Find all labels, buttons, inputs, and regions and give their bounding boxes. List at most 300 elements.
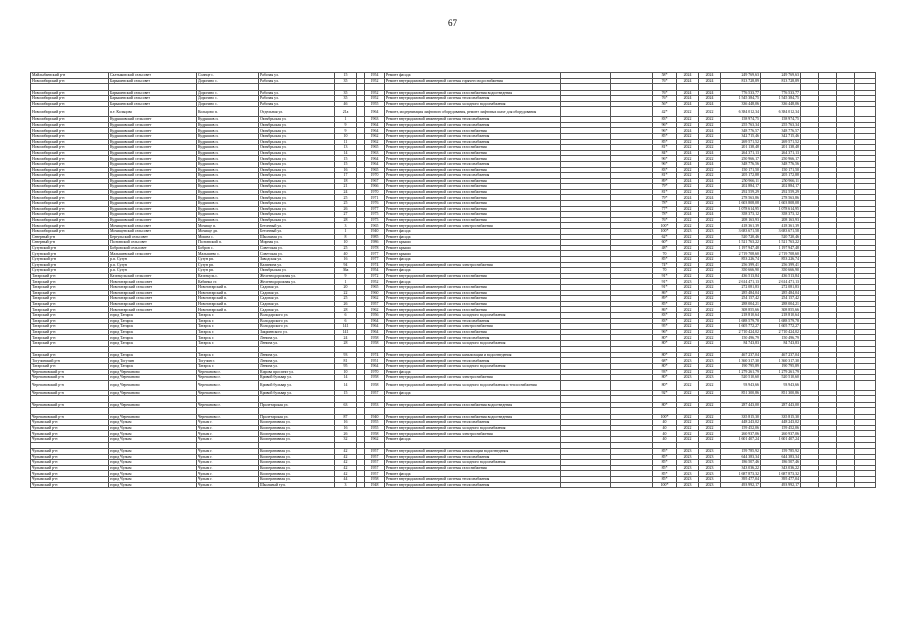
table-cell: 1965 bbox=[365, 145, 385, 151]
table-cell: Чулым г. bbox=[197, 431, 259, 437]
table-cell: 776 533,77 bbox=[761, 90, 801, 96]
table-cell: Ремонт внутридомовой инженерной системы газоснабжения bbox=[385, 284, 561, 290]
table-cell: 1 521 763,22 bbox=[761, 240, 801, 246]
table-cell: 89* bbox=[653, 178, 677, 184]
table-body bbox=[31, 73, 876, 488]
table-cell: 9 bbox=[335, 128, 357, 134]
table-cell: 1965 bbox=[365, 223, 385, 229]
table-cell: 1964 bbox=[365, 128, 385, 134]
table-row bbox=[31, 380, 876, 390]
table-cell: город Черепаново bbox=[109, 414, 197, 420]
table-cell: 13 bbox=[335, 145, 357, 151]
table-cell: Бобров с. bbox=[197, 245, 259, 251]
table-cell: Ремонт внутридомовой инженерной системы газоснабжения bbox=[385, 212, 561, 218]
table-cell: Ремонт внутридомовой инженерной системы газоснабжения bbox=[385, 217, 561, 223]
table-cell: 1962 bbox=[365, 133, 385, 139]
table-cell: Ремонт внутридомовой инженерной системы холодного водоснабжения bbox=[385, 425, 561, 431]
table-cell: 2023 bbox=[699, 482, 721, 488]
table-cell: Сузун рп. bbox=[197, 257, 259, 263]
table-cell: Ремонт фасада bbox=[385, 471, 561, 477]
table-cell: 358 373,12 bbox=[761, 212, 801, 218]
table-cell: Ремонт фасада bbox=[385, 257, 561, 263]
table-cell: 467 237,04 bbox=[721, 352, 761, 358]
table-cell: 40 bbox=[653, 425, 677, 431]
table-cell: 70 bbox=[653, 268, 677, 274]
table-cell: Ремонт внутридомовой инженерной системы канализации и водоотведения bbox=[385, 352, 561, 358]
table-cell: 42 bbox=[335, 448, 357, 454]
table-cell: 2023 bbox=[699, 465, 721, 471]
table-cell: Казаткульский сельсовет bbox=[109, 273, 197, 279]
table-cell: 16 bbox=[335, 425, 357, 431]
table-cell: Володарского ул. bbox=[259, 312, 335, 318]
table-cell: Ремонт внутридомовой инженерной системы электроснабжения bbox=[385, 375, 561, 381]
table-cell: 1940 bbox=[365, 414, 385, 420]
table-cell: 1 605 772,27 bbox=[761, 324, 801, 330]
table-cell: 1958 bbox=[365, 476, 385, 482]
table-cell: 1958 bbox=[365, 380, 385, 390]
table-cell: Татарский р-н bbox=[31, 296, 109, 302]
table-cell: 79* bbox=[653, 184, 677, 190]
table-cell: 42 bbox=[335, 454, 357, 460]
table-cell: 2024 bbox=[699, 150, 721, 156]
table-cell: 853 226,74 bbox=[721, 257, 761, 263]
table-cell: 2023 bbox=[699, 454, 721, 460]
table-cell: 2023 bbox=[677, 460, 699, 466]
table-cell: Чулымский р-н bbox=[31, 425, 109, 431]
table-cell: Солнце с. bbox=[197, 73, 259, 79]
table-cell: Кудряшов п. bbox=[197, 217, 259, 223]
table-cell: 2023 bbox=[677, 476, 699, 482]
table-cell: 2022 bbox=[699, 245, 721, 251]
table-cell: Кудряшовский сельсовет bbox=[109, 195, 197, 201]
table-cell: Октябрьская ул. bbox=[259, 268, 335, 274]
table-cell: 16 bbox=[335, 167, 357, 173]
table-cell: 2023 bbox=[699, 358, 721, 364]
table-cell: Татарский р-н bbox=[31, 364, 109, 370]
table-cell: 342 715,46 bbox=[761, 133, 801, 139]
table-cell: Кудряшовский сельсовет bbox=[109, 117, 197, 123]
table-cell: 79* bbox=[653, 195, 677, 201]
table-cell: 10 bbox=[335, 240, 357, 246]
table-cell: 493 992,17 bbox=[721, 482, 761, 488]
table-cell: Новосибирский р-н bbox=[31, 167, 109, 173]
table-cell: Ремонт внутридомовой инженерной системы газоснабжения bbox=[385, 150, 561, 156]
table-cell: Ремонт фасада bbox=[385, 369, 561, 375]
table-cell: 1957 bbox=[365, 301, 385, 307]
table-cell: Ремонт внутридомовой инженерной системы газоснабжения bbox=[385, 128, 561, 134]
table-cell: город Татарск bbox=[109, 329, 197, 335]
table-cell: 85* bbox=[653, 476, 677, 482]
table-cell: 78* bbox=[653, 212, 677, 218]
table-cell: 1 603 808,08 bbox=[721, 201, 761, 207]
table-cell: 2022 bbox=[677, 257, 699, 263]
table-cell: Новосибирский р-н bbox=[31, 161, 109, 167]
table-cell: 269 571,52 bbox=[721, 139, 761, 145]
table-cell: 2022 bbox=[699, 425, 721, 431]
table-cell: 2024 bbox=[677, 212, 699, 218]
table-cell: Татарский р-н bbox=[31, 273, 109, 279]
table-cell: Малышево с. bbox=[197, 251, 259, 257]
table-cell: Новосибирский р-н bbox=[31, 145, 109, 151]
table-cell: 40 bbox=[653, 437, 677, 443]
table-cell: Ремонт фасада bbox=[385, 229, 561, 235]
table-cell: Чулым г. bbox=[197, 482, 259, 488]
table-cell: 1964 bbox=[365, 161, 385, 167]
table-cell: 287 443,00 bbox=[761, 402, 801, 408]
table-cell: 1964 bbox=[365, 324, 385, 330]
table-cell: город Татарск bbox=[109, 352, 197, 358]
table-cell: 348 776,56 bbox=[721, 161, 761, 167]
table-cell: 342 715,46 bbox=[721, 133, 761, 139]
table-cell: 80* bbox=[653, 375, 677, 381]
table-cell: Кудряшовский сельсовет bbox=[109, 189, 197, 195]
table-cell bbox=[561, 482, 611, 488]
table-cell: Чулымский р-н bbox=[31, 482, 109, 488]
table-cell: 40 bbox=[653, 420, 677, 426]
table-cell: 2022 bbox=[677, 301, 699, 307]
table-cell: 2022 bbox=[699, 284, 721, 290]
table-cell: 2022 bbox=[677, 324, 699, 330]
table-cell: Татарск г. bbox=[197, 312, 259, 318]
table-cell: Пролетарская ул. bbox=[259, 402, 335, 408]
table-cell: 2022 bbox=[677, 329, 699, 335]
table-cell: Чулым г. bbox=[197, 476, 259, 482]
table-cell: 17 bbox=[335, 173, 357, 179]
table-cell: 159 785,92 bbox=[721, 448, 761, 454]
table-cell: город Черепаново bbox=[109, 390, 197, 396]
table-cell: 81 bbox=[335, 358, 357, 364]
table-cell bbox=[611, 380, 653, 390]
table-cell: 272 081,83 bbox=[721, 284, 761, 290]
table-cell: Ремонт внутридомовой инженерной системы теплоснабжения bbox=[385, 117, 561, 123]
table-cell: Октябрьская ул. bbox=[259, 167, 335, 173]
table-cell: Новосибирский р-н bbox=[31, 173, 109, 179]
table-cell: Школьная ул. bbox=[259, 234, 335, 240]
table-cell: Ленина ул. bbox=[259, 335, 335, 341]
table-cell: Черепановский р-н bbox=[31, 369, 109, 375]
table-cell: 272 081,83 bbox=[761, 284, 801, 290]
table-cell: 2022 bbox=[699, 431, 721, 437]
empty-cell bbox=[837, 107, 855, 117]
table-cell: 100* bbox=[653, 223, 677, 229]
table-cell: 2024 bbox=[699, 195, 721, 201]
table-cell: 1957 bbox=[365, 465, 385, 471]
table-cell: 1954 bbox=[365, 73, 385, 79]
table-cell: Октябрьская ул. bbox=[259, 122, 335, 128]
empty-cell bbox=[837, 482, 855, 488]
table-cell: 288 004,21 bbox=[761, 301, 801, 307]
table-cell: 1 bbox=[335, 117, 357, 123]
table-cell: 1957 bbox=[365, 460, 385, 466]
table-cell: Ремонт внутридомовой инженерной системы горячего водоснабжения bbox=[385, 78, 561, 84]
table-cell: 2024 bbox=[677, 73, 699, 79]
table-cell: 26 bbox=[335, 206, 357, 212]
table-cell: 190 795,89 bbox=[721, 364, 761, 370]
table-cell: 2 719 708,60 bbox=[721, 251, 761, 257]
table-cell: 2022 bbox=[677, 340, 699, 346]
table-cell: 2024 bbox=[699, 178, 721, 184]
table-cell: 2022 bbox=[677, 335, 699, 341]
table-cell: 1 360 317,30 bbox=[761, 358, 801, 364]
table-cell: Ремонт внутридомовой инженерной системы электроснабжения bbox=[385, 262, 561, 268]
table-cell: 2024 bbox=[699, 212, 721, 218]
table-cell: 2022 bbox=[699, 217, 721, 223]
table-cell: 93 943,66 bbox=[761, 380, 801, 390]
table-cell: 250 966,11 bbox=[761, 178, 801, 184]
table-cell: город Черепаново bbox=[109, 375, 197, 381]
table-cell: Чулым г. bbox=[197, 448, 259, 454]
table-cell: Ремонт внутридомовой инженерной системы газоснабжения bbox=[385, 201, 561, 207]
table-cell: Татарский р-н bbox=[31, 290, 109, 296]
table-cell: 28 bbox=[335, 340, 357, 346]
table-cell: 2023 bbox=[677, 465, 699, 471]
table-cell: 2022 bbox=[699, 173, 721, 179]
table-cell: Новосибирский р-н bbox=[31, 107, 109, 117]
table-cell: 2024 bbox=[677, 90, 699, 96]
table-cell: Татарск г. bbox=[197, 335, 259, 341]
table-cell: Чулымский р-н bbox=[31, 437, 109, 443]
table-cell: 520 720,46 bbox=[721, 234, 761, 240]
table-cell: 35 bbox=[335, 90, 357, 96]
table-cell: 2024 bbox=[677, 195, 699, 201]
page-number: 67 bbox=[448, 18, 457, 28]
table-cell: Дорогино с. bbox=[197, 90, 259, 96]
table-cell: Чулым г. bbox=[197, 420, 259, 426]
table-cell: 520 720,46 bbox=[761, 234, 801, 240]
table-cell: 9 bbox=[335, 122, 357, 128]
table-cell: город Чулым bbox=[109, 476, 197, 482]
table-cell: 1 687 873,32 bbox=[761, 471, 801, 477]
table-cell: 3 683 671,58 bbox=[761, 229, 801, 235]
table-cell: 81* bbox=[653, 173, 677, 179]
table-cell: Рабочая ул. bbox=[259, 90, 335, 96]
table-cell: 186 507,46 bbox=[721, 460, 761, 466]
table-cell: 1956 bbox=[365, 312, 385, 318]
table-cell: Новотатарский п. bbox=[197, 290, 259, 296]
table-cell: Новосибирский р-н bbox=[31, 217, 109, 223]
table-cell: 21а bbox=[335, 107, 357, 117]
table-cell: Кудряшов п. bbox=[197, 178, 259, 184]
table-cell: 93 bbox=[335, 352, 357, 358]
table-cell: Новосибирский р-н bbox=[31, 206, 109, 212]
table-cell: 278 563,86 bbox=[761, 195, 801, 201]
table-cell: город Чулым bbox=[109, 482, 197, 488]
table-cell: 2022 bbox=[699, 268, 721, 274]
table-cell: 1970 bbox=[365, 173, 385, 179]
table-cell: 2024 bbox=[699, 128, 721, 134]
table-cell: Октябрьская ул. bbox=[259, 212, 335, 218]
table-cell: 1 bbox=[335, 229, 357, 235]
table-cell: Черепаново г. bbox=[197, 380, 259, 390]
table-cell bbox=[561, 107, 611, 117]
table-cell: Казаткуль с. bbox=[197, 273, 259, 279]
table-cell: 2022 bbox=[699, 324, 721, 330]
table-cell: Октябрьская ул. bbox=[259, 150, 335, 156]
table-cell: 308 855,66 bbox=[761, 307, 801, 313]
table-cell: 254 157,42 bbox=[721, 296, 761, 302]
table-cell: 2022 bbox=[699, 145, 721, 151]
table-cell: 2022 bbox=[699, 312, 721, 318]
table-cell: Ремонт внутридомовой инженерной системы газоснабжения bbox=[385, 329, 561, 335]
table-cell: 14 bbox=[335, 375, 357, 381]
table-cell: р.п. Сузун bbox=[109, 262, 197, 268]
table-cell: 42 bbox=[335, 471, 357, 477]
table-cell: 1971 bbox=[365, 195, 385, 201]
table-cell: 1957 bbox=[365, 448, 385, 454]
table-cell: 2022 bbox=[699, 189, 721, 195]
table-cell: Новосибирский р-н bbox=[31, 178, 109, 184]
table-cell: 28 bbox=[335, 217, 357, 223]
table-cell: Кудряшовский сельсовет bbox=[109, 178, 197, 184]
table-cell: Новотатарский п. bbox=[197, 301, 259, 307]
table-cell: Новосибирский р-н bbox=[31, 201, 109, 207]
table-cell: 2024 bbox=[677, 128, 699, 134]
table-cell: 83* bbox=[653, 117, 677, 123]
table-cell: 2024 bbox=[677, 150, 699, 156]
table-cell: город Татарск bbox=[109, 312, 197, 318]
table-cell: 2022 bbox=[677, 369, 699, 375]
table-cell: 2 719 708,60 bbox=[761, 251, 801, 257]
table-cell: Ремонт внутридомовой инженерной системы электроснабжения bbox=[385, 324, 561, 330]
table-cell: Кооперативная ул. bbox=[259, 476, 335, 482]
table-cell: 254 157,42 bbox=[761, 296, 801, 302]
empty-cell bbox=[855, 482, 876, 488]
table-cell: 292 559,29 bbox=[761, 189, 801, 195]
table-cell: Кудряшов п. bbox=[197, 184, 259, 190]
table-cell: Ремонт внутридомовой инженерной системы газоснабжения bbox=[385, 167, 561, 173]
table-cell: 8 bbox=[335, 234, 357, 240]
table-cell: Ремонт внутридомовой инженерной системы холодного водоснабжения bbox=[385, 101, 561, 107]
table-cell: 80* bbox=[653, 335, 677, 341]
table-cell: Пролетарская ул. bbox=[259, 414, 335, 420]
table-cell: Садовая ул. bbox=[259, 290, 335, 296]
table-cell: 2022 bbox=[699, 133, 721, 139]
table-cell: 2024 bbox=[677, 101, 699, 107]
table-cell: Чулым г. bbox=[197, 471, 259, 477]
table-cell: 2022 bbox=[677, 312, 699, 318]
table-cell: 15 bbox=[335, 156, 357, 162]
table-cell: 520 510,60 bbox=[761, 375, 801, 381]
table-cell: 96* bbox=[653, 128, 677, 134]
table-cell: 1965 bbox=[365, 284, 385, 290]
table-cell: 260 937,06 bbox=[761, 431, 801, 437]
table-cell: Ремонт внутридомовой инженерной системы теплоснабжения bbox=[385, 173, 561, 179]
table-cell: 350 666,90 bbox=[721, 268, 761, 274]
table-cell bbox=[357, 380, 365, 390]
table-cell: Мочище п. bbox=[197, 223, 259, 229]
table-cell: 2023 bbox=[699, 471, 721, 477]
table-cell: Кудряшовский сельсовет bbox=[109, 128, 197, 134]
table-cell: 202 884,17 bbox=[721, 184, 761, 190]
table-cell: 1974 bbox=[365, 262, 385, 268]
table-cell: 1 601 407,24 bbox=[761, 437, 801, 443]
table-cell: 520 510,60 bbox=[721, 375, 761, 381]
table-cell: 150 496,79 bbox=[721, 335, 761, 341]
table-cell: Ремонт внутридомовой инженерной системы газоснабжения bbox=[385, 307, 561, 313]
table-cell: 158 974,75 bbox=[721, 117, 761, 123]
table-cell: 84* bbox=[653, 150, 677, 156]
table-cell: 2022 bbox=[677, 167, 699, 173]
table-cell: 16 bbox=[335, 257, 357, 263]
table-cell: 2023 bbox=[699, 279, 721, 285]
table-cell: Майлыбаевский р-н bbox=[31, 73, 109, 79]
table-cell: 92* bbox=[653, 390, 677, 396]
table-cell: Новотатарский п. bbox=[197, 296, 259, 302]
table-cell: Черепановский р-н bbox=[31, 414, 109, 420]
table-cell: 335 815,30 bbox=[721, 414, 761, 420]
table-cell: Черепановский р-н bbox=[31, 390, 109, 396]
table-cell: р.п. Сузун bbox=[109, 268, 197, 274]
table-cell: Ремонт внутридомовой инженерной системы теплоснабжения bbox=[385, 161, 561, 167]
table-cell: 2024 bbox=[699, 78, 721, 84]
table-cell: р.п. Сузун bbox=[109, 257, 197, 263]
table-cell: 1966 bbox=[365, 184, 385, 190]
empty-cell bbox=[801, 380, 819, 390]
table-cell: Ремонт внутридомовой инженерной системы холодного водоснабжения bbox=[385, 340, 561, 346]
table-cell: 851 300,86 bbox=[761, 390, 801, 396]
table-cell: 141 bbox=[335, 324, 357, 330]
table-cell: Октябрьская ул. bbox=[259, 217, 335, 223]
table-cell: Ремонт внутридомовой инженерной системы канализации водоотведения bbox=[385, 448, 561, 454]
table-cell: 85* bbox=[653, 133, 677, 139]
table-cell: 348 776,57 bbox=[721, 128, 761, 134]
table-cell: Новотатарский сельсовет bbox=[109, 301, 197, 307]
table-cell: Северный р-н bbox=[31, 234, 109, 240]
table-cell: Октябрьская ул. bbox=[259, 117, 335, 123]
table-cell: 1976 bbox=[365, 201, 385, 207]
table-cell: 249 769,63 bbox=[721, 73, 761, 79]
table-cell: Мочищенский сельсовет bbox=[109, 223, 197, 229]
table-cell: 1965 bbox=[365, 167, 385, 173]
table-cell: 85* bbox=[653, 465, 677, 471]
table-cell: 86* bbox=[653, 290, 677, 296]
table-cell: Полтавский сельсовет bbox=[109, 240, 197, 246]
table-cell: 208 163,93 bbox=[721, 217, 761, 223]
table-cell: Татарский р-н bbox=[31, 324, 109, 330]
table-cell: 15 bbox=[335, 390, 357, 396]
table-cell: город Чулым bbox=[109, 460, 197, 466]
empty-cell bbox=[819, 380, 837, 390]
table-cell: 1962 bbox=[365, 307, 385, 313]
table-cell: 159 785,92 bbox=[761, 448, 801, 454]
table-cell: 2024 bbox=[699, 90, 721, 96]
table-cell: Ремонт внутридомовой инженерной системы газоснабжения bbox=[385, 189, 561, 195]
table-cell: Новосибирский р-н bbox=[31, 96, 109, 102]
table-cell: Кудряшов п. bbox=[197, 201, 259, 207]
table-cell: Октябрьская ул. bbox=[259, 139, 335, 145]
table-cell: Новосибирский р-н bbox=[31, 128, 109, 134]
table-cell: 2022 bbox=[677, 425, 699, 431]
table-cell: 25 bbox=[335, 195, 357, 201]
table-cell: 350 666,90 bbox=[761, 268, 801, 274]
table-cell: 269 571,52 bbox=[761, 139, 801, 145]
table-cell: Татарск г. bbox=[197, 318, 259, 324]
table-cell: Мочищенский сельсовет bbox=[109, 229, 197, 235]
table-cell: 1955 bbox=[365, 101, 385, 107]
table-cell: Ремонт внутридомовой инженерной системы теплоснабжения bbox=[385, 454, 561, 460]
table-cell: 93 943,66 bbox=[721, 380, 761, 390]
table-cell: 644 383,34 bbox=[761, 454, 801, 460]
table-cell bbox=[561, 380, 611, 390]
table-cell: 16 bbox=[335, 420, 357, 426]
table-cell: 2022 bbox=[677, 201, 699, 207]
table-cell: 436 513,84 bbox=[761, 273, 801, 279]
table-cell: Кудряшов п. bbox=[197, 145, 259, 151]
table-cell: 85* bbox=[653, 454, 677, 460]
table-cell: 256 399,41 bbox=[721, 262, 761, 268]
table-cell: 2022 bbox=[699, 117, 721, 123]
table-cell: 81* bbox=[653, 189, 677, 195]
